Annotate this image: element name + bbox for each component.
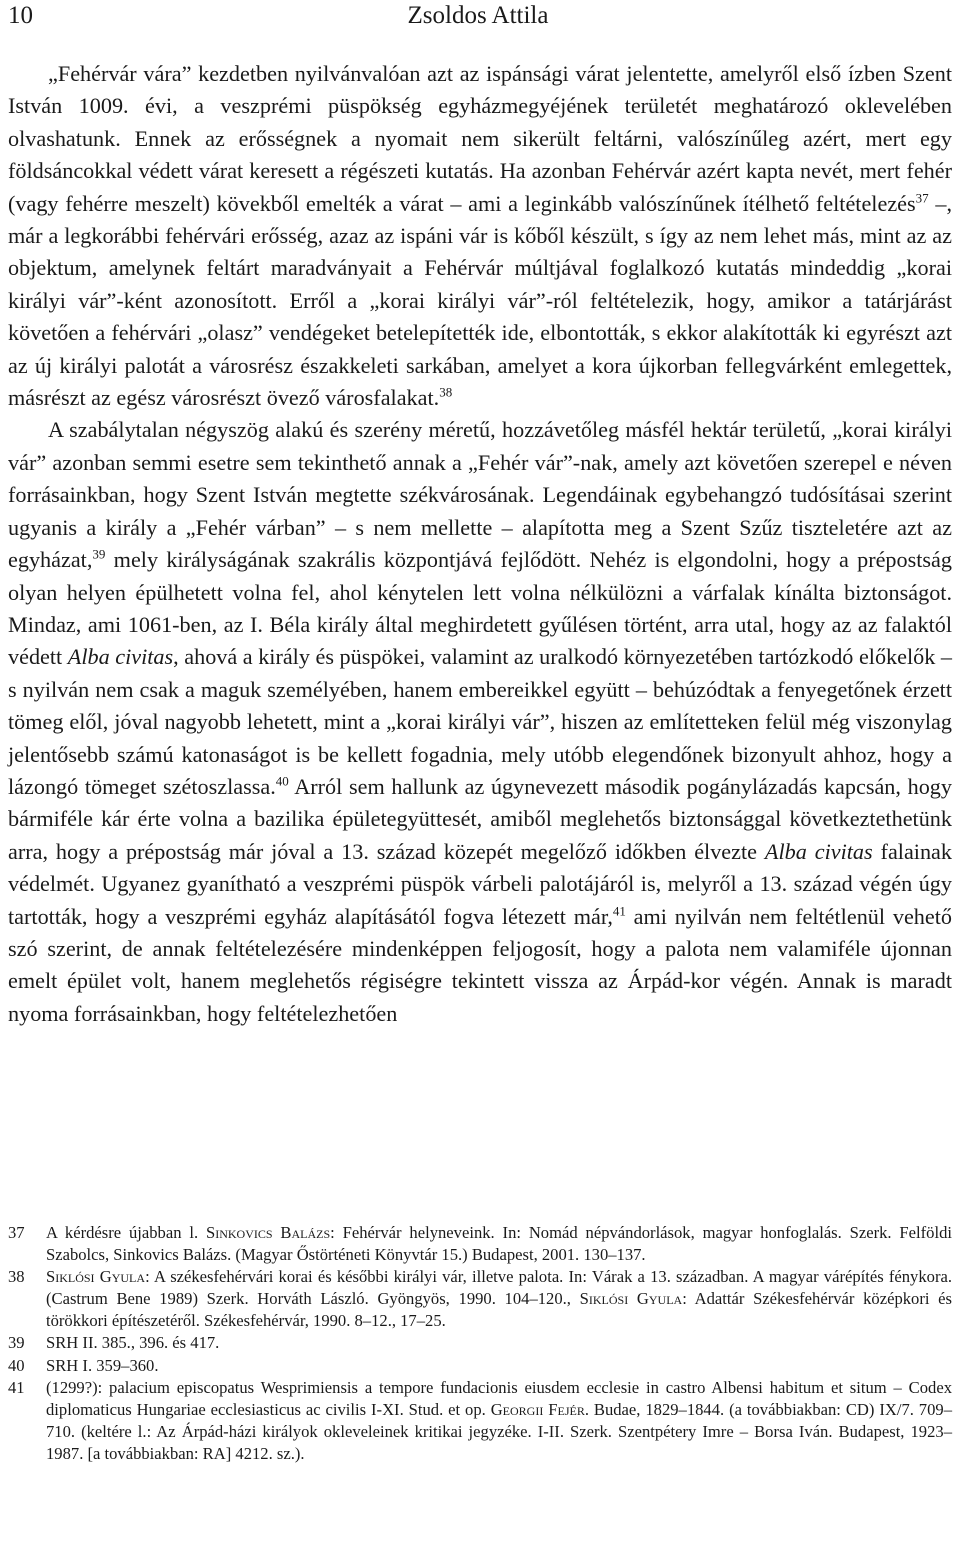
text-run: –, már a legkorábbi fehérvári erősség, azaz az ispáni vár is kőből készült, s így az nem lehet más, mint az az objektum, amelynek feltárt maradványait a Fehérvár múltjával foglalkozó kutatás mindeddig „korai királyi vár”-ként azonosított. Erről a „korai királyi vár”-ról feltételezik, hogy, amikor a tatárjárást követően a fehérvári „olasz” vendégeket betelepítették ide, elbontották, s ekkor alakították ki egyrészt azt az új királyi palotát a városrész északkeleti sarkában, amelyet a kora újkorban fellegvárként emlegettek, másrészt az egész városrészt övező városfalakat. [8, 190, 952, 411]
author-name: Siklósi Gyula [46, 1267, 146, 1287]
footnote-ref-40: 40 [275, 773, 289, 789]
footnote-ref-39: 39 [92, 546, 106, 562]
text-run: falainak védelmét. Ugyanez gyanítható a veszprémi püspök várbeli palotájáról is, melyről a 13. század végén úgy tartották, hogy a veszprémi egyház alapításától fogva létezett már, [8, 838, 953, 929]
italic-term: Alba civitas [67, 644, 174, 670]
main-text [8, 58, 952, 1030]
footnote-text: (1299?): palacium episcopatus Wesprimiensis a tempore fundacionis eiusdem ecclesie in castro Albensi habitum et situm – Codex diplomaticus Hungariae ecclesiasticus ac civilis I-XI. Stud. et op. [46, 1377, 952, 1419]
footnotes [8, 1222, 952, 1465]
author-name: Siklósi Gyula [579, 1289, 683, 1309]
running-head-author: Zsoldos Attila [407, 2, 549, 29]
footnote-40 [8, 1355, 952, 1377]
text-run: „Fehérvár vára” kezdetben nyilvánvalóan azt az ispánsági várat jelentette, amelyről első ízben Szent István 1009. évi, a veszprémi püspökség egyházmegyéjének területét meghatározó oklevelében olvashatunk. Ennek az erősségnek a nyomait nem sikerült feltárni, valószínűleg azért, mert egy földsáncokkal védett várat keresett a régészeti kutatás. Ha azonban Fehérvár azért kapta nevét, mert fehér (vagy fehérre meszelt) kövekből emelték a várat – ami a leginkább valószínűnek ítélhető feltételezés [8, 61, 952, 216]
footnote-text: : Adattár Székesfehérvár középkori és törökkori építészetéről. Székesfehérvár, 1990. 8–12., 17–25. [46, 1289, 952, 1331]
italic-term: Alba civitas [764, 838, 873, 864]
text-run: , ahová a király és püspökei, valamint az uralkodó környezetében tartózkodó előkelők – s nyilván nem csak a maguk személyében, hanem embereikkel együtt – behúzódtak a fenyegetőnek érzett tömeg elől, jóval nagyobb lehetett, mint a „korai királyi vár”, hiszen az említetteken felül még viszonylag jelentősebb számú katonaságot is be kellett fogadnia, mely utóbb elegendőnek bizonyult ahhoz, hogy a lázongó tömeget szétoszlassa. [8, 644, 952, 799]
footnote-text: . Budae, 1829–1844. (a továbbiakban: CD) IX/7. 709–710. (keltére l.: Az Árpád-házi királyok okleveleinek kritikai jegyzéke. I-II. Szerk. Szentpétery Imre – Borsa Iván. Budapest, 1923–1987. [a továbbiakban: RA] 4212. sz.). [46, 1399, 952, 1463]
author-name: Georgii Fejér [490, 1399, 585, 1419]
footnote-number: 41 [8, 1377, 25, 1397]
footnote-39 [8, 1332, 952, 1354]
footnote-37 [8, 1222, 952, 1266]
paragraph-1 [8, 58, 952, 414]
page-number: 10 [8, 2, 33, 29]
text-run: A szabálytalan négyszög alakú és szerény méretű, hozzávetőleg másfél hektár területű, „korai királyi vár” azonban semmi esetre sem tekinthető annak a „Fehér vár”-nak, amely azt követően szerepel e néven forrásainkban, hogy Szent István megtette székvárosának. Legendáinak egybehangzó tudósításai szerint ugyanis a király a „Fehér várban” – s nem mellette – alapította meg a Szent Szűz tiszteletére azt az egyházat, [8, 417, 952, 573]
text-run: Arról sem hallunk az úgynevezett második pogánylázadás kapcsán, hogy bármiféle kár érte volna a bazilika épületegyüttesét, amiből meglehetős biztonsággal következtethetünk arra, hogy a prépostság már jóval a 13. század közepét megelőző időkben élvezte [8, 773, 952, 864]
text-run: ami nyilván nem feltétlenül vehető szó szerint, de annak feltételezésére mindenképpen feljogosít, hogy a palota nem valamiféle újonnan emelt épület volt, hanem meglehetős régiségre tekintett vissza az Árpád-kor végén. Annak is maradt nyoma forrásainkban, hogy feltételezhetően [8, 903, 952, 1026]
footnote-text: : A székesfehérvári korai és későbbi királyi vár, illetve palota. In: Várak a 13. században. A magyar várépítés fénykora. (Castrum Bene 1989) Szerk. Horváth László. Gyöngyös, 1990. 104–120., [46, 1267, 952, 1309]
footnote-text: : Fehérvár helyneveink. In: Nomád népvándorlások, magyar honfoglalás. Szerk. Felföldi Szabolcs, Sinkovics Balázs. (Magyar Őstörténeti Könyvtár 15.) Budapest, 2001. 130–137. [46, 1223, 952, 1265]
footnote-number: 39 [8, 1333, 25, 1353]
footnote-ref-41: 41 [612, 903, 626, 919]
page-header [8, 0, 948, 32]
text-run: mely királyságának szakrális központjává fejlődött. Nehéz is elgondolni, hogy a prépostság olyan helyen épülhetett volna fel, ahol kénytelen lett volna nélkülözni a várfalak kínálta biztonságot. Mindaz, ami 1061-ben, az I. Béla király által meghirdetett gyűlésen történt, arra utal, hogy az az falaktól védett [8, 547, 952, 670]
footnote-38 [8, 1266, 952, 1332]
footnote-ref-38: 38 [439, 384, 453, 400]
footnote-41 [8, 1377, 952, 1465]
footnote-number: 40 [8, 1355, 25, 1375]
footnote-text: A kérdésre újabban l. [46, 1223, 206, 1242]
author-name: Sinkovics Balázs [205, 1223, 331, 1242]
footnote-ref-37: 37 [915, 190, 929, 206]
paragraph-2 [8, 414, 952, 1030]
footnote-number: 38 [8, 1267, 25, 1287]
footnote-number: 37 [8, 1223, 25, 1242]
footnote-text: SRH II. 385., 396. és 417. [46, 1333, 220, 1353]
footnote-text: SRH I. 359–360. [46, 1355, 159, 1375]
